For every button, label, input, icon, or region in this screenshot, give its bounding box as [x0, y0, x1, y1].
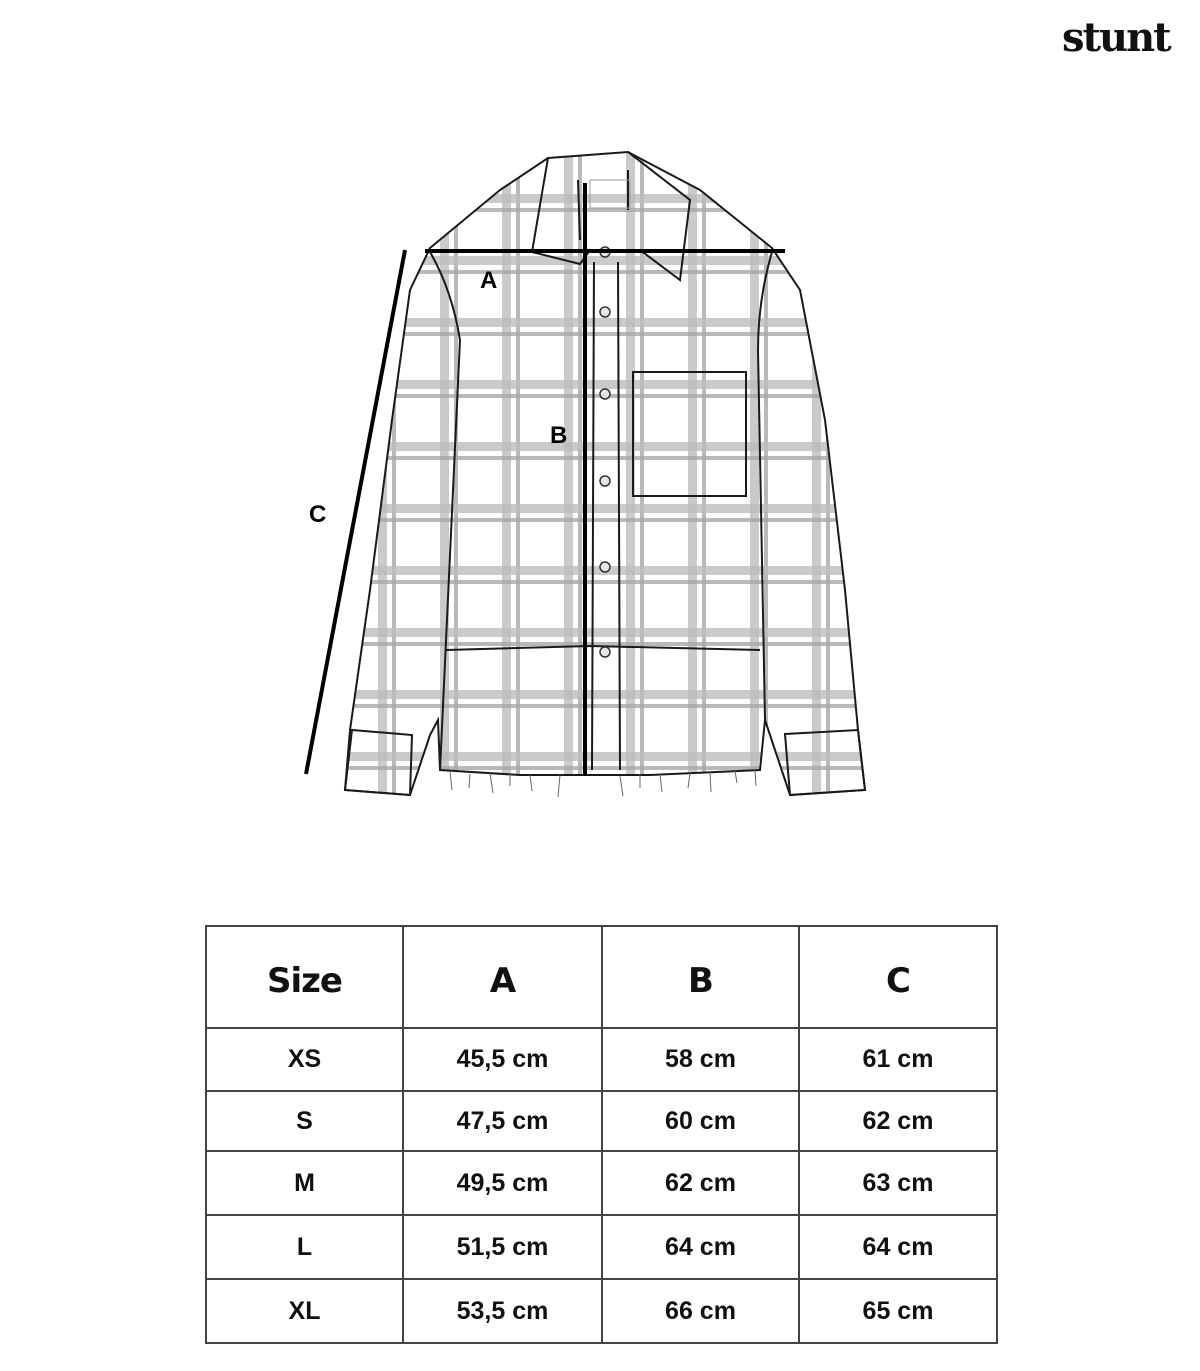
header-a: A: [403, 926, 602, 1028]
a-cell: 49,5 cm: [403, 1151, 602, 1215]
a-cell: 51,5 cm: [403, 1215, 602, 1279]
c-cell: 63 cm: [799, 1151, 997, 1215]
b-cell: 58 cm: [602, 1028, 799, 1091]
table-row: [206, 1028, 997, 1091]
size-cell: M: [206, 1151, 403, 1215]
size-cell: L: [206, 1215, 403, 1279]
a-cell: 53,5 cm: [403, 1279, 602, 1343]
c-cell: 64 cm: [799, 1215, 997, 1279]
header-size: Size: [206, 926, 403, 1028]
header-c: C: [799, 926, 997, 1028]
table-row: [206, 1215, 997, 1279]
header-b: B: [602, 926, 799, 1028]
c-cell: 65 cm: [799, 1279, 997, 1343]
label-c: C: [309, 501, 327, 528]
size-cell: S: [206, 1091, 403, 1151]
size-cell: XL: [206, 1279, 403, 1343]
label-b: B: [550, 422, 568, 449]
a-cell: 47,5 cm: [403, 1091, 602, 1151]
table-row: [206, 1091, 997, 1151]
b-cell: 60 cm: [602, 1091, 799, 1151]
table-row: [206, 1151, 997, 1215]
size-chart-table: [205, 925, 998, 1344]
b-cell: 62 cm: [602, 1151, 799, 1215]
b-cell: 66 cm: [602, 1279, 799, 1343]
c-cell: 62 cm: [799, 1091, 997, 1151]
label-a: A: [480, 267, 498, 294]
c-cell: 61 cm: [799, 1028, 997, 1091]
b-cell: 64 cm: [602, 1215, 799, 1279]
a-cell: 45,5 cm: [403, 1028, 602, 1091]
brand-logo: stunt: [1062, 14, 1170, 61]
table-row: [206, 1279, 997, 1343]
size-cell: XS: [206, 1028, 403, 1091]
table-header-row: [206, 926, 997, 1028]
